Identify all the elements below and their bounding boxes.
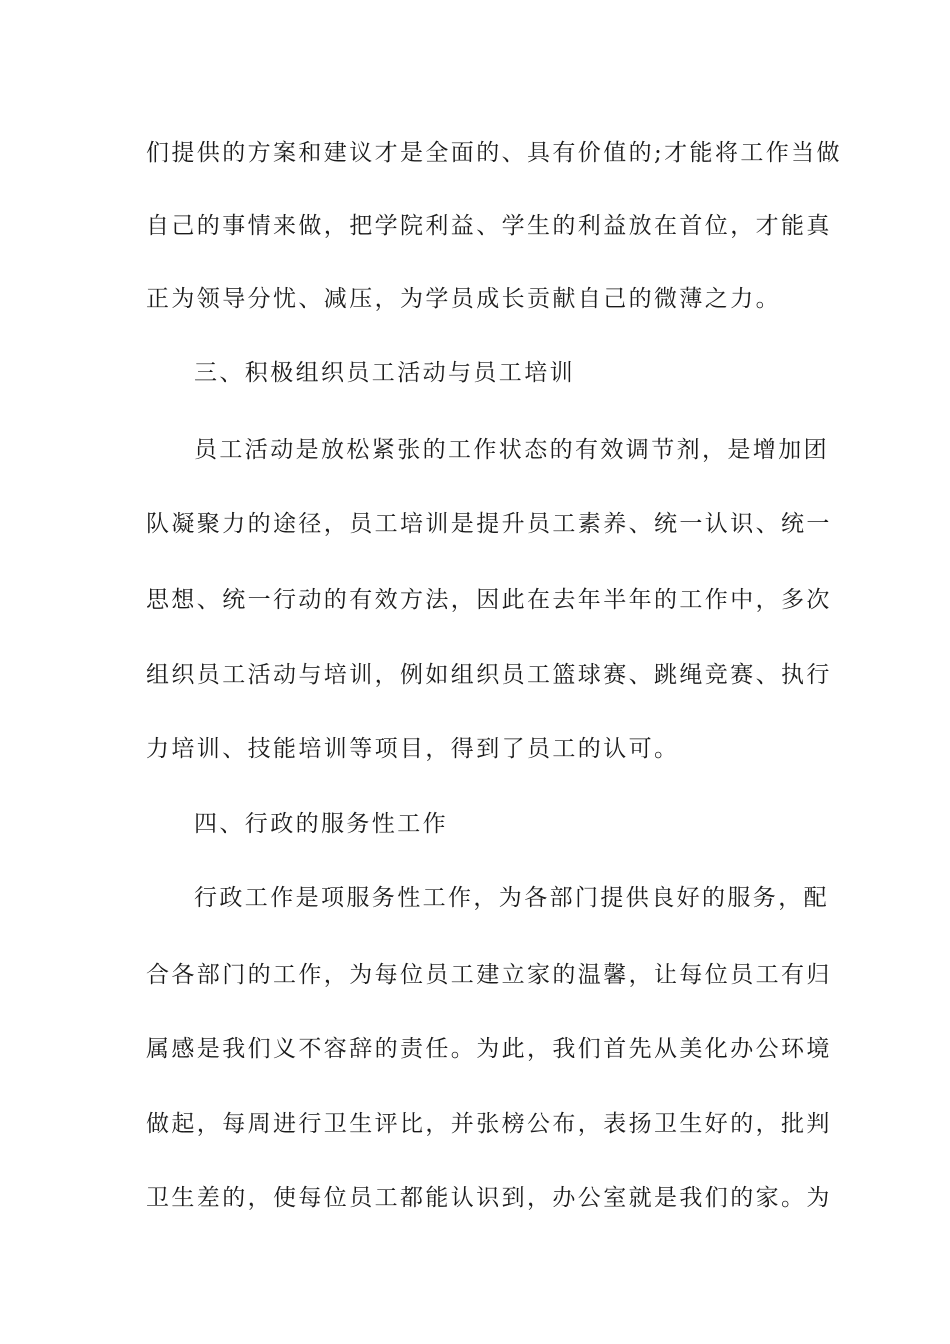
section-heading: 四、行政的服务性工作	[194, 811, 448, 837]
section-heading: 三、积极组织员工活动与员工培训	[194, 360, 575, 386]
paragraph-line: 合各部门的工作，为每位员工建立家的温馨，让每位员工有归	[146, 962, 832, 988]
paragraph-line: 行政工作是项服务性工作，为各部门提供良好的服务，配	[194, 885, 829, 911]
paragraph-line: 队凝聚力的途径，员工培训是提升员工素养、统一认识、统一	[146, 511, 832, 537]
paragraph-line: 思想、统一行动的有效方法，因此在去年半年的工作中，多次	[146, 587, 832, 613]
paragraph-line: 组织员工活动与培训，例如组织员工篮球赛、跳绳竞赛、执行	[146, 662, 832, 688]
paragraph-line: 力培训、技能培训等项目，得到了员工的认可。	[146, 736, 680, 762]
paragraph-line: 正为领导分忧、减压，为学员成长贡献自己的微薄之力。	[146, 286, 781, 312]
paragraph-line: 做起，每周进行卫生评比，并张榜公布，表扬卫生好的，批判	[146, 1111, 832, 1137]
paragraph-line: 属感是我们义不容辞的责任。为此，我们首先从美化办公环境	[146, 1036, 832, 1062]
paragraph-line: 员工活动是放松紧张的工作状态的有效调节剂，是增加团	[194, 437, 829, 463]
paragraph-line: 卫生差的，使每位员工都能认识到，办公室就是我们的家。为	[146, 1185, 832, 1211]
paragraph-line: 们提供的方案和建议才是全面的、具有价值的;才能将工作当做	[146, 140, 842, 166]
paragraph-line: 自己的事情来做，把学院利益、学生的利益放在首位，才能真	[146, 213, 832, 239]
